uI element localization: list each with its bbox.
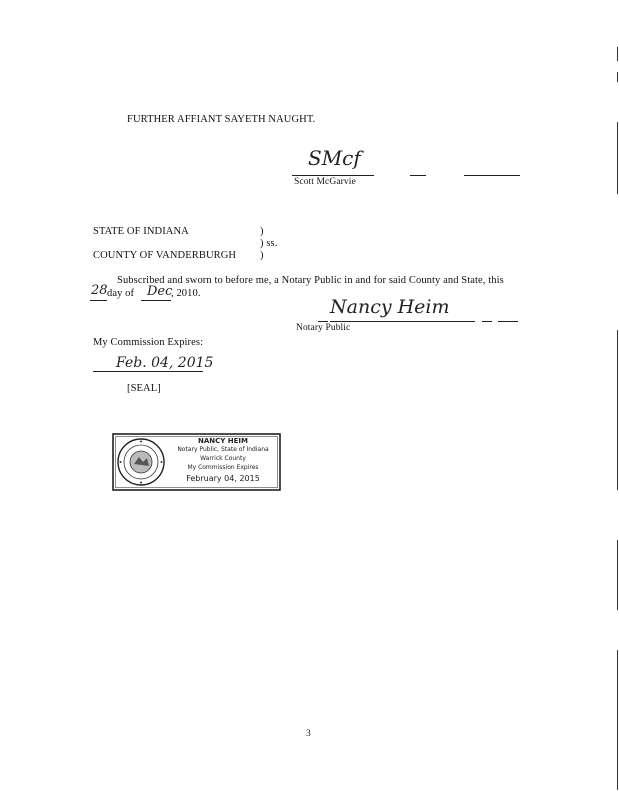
jurat-day-handwritten: 28 bbox=[91, 283, 108, 298]
notary-line-left bbox=[318, 321, 328, 322]
notary-signature-line bbox=[330, 321, 475, 322]
notary-stamp bbox=[112, 433, 281, 491]
scan-edge-mark bbox=[617, 122, 618, 194]
blank-line-right bbox=[464, 175, 520, 176]
affiant-signature-line bbox=[292, 175, 374, 176]
notary-line-dash bbox=[482, 321, 492, 322]
venue-state: STATE OF INDIANA bbox=[93, 226, 189, 237]
page-number: 3 bbox=[306, 729, 311, 739]
notary-line-right bbox=[498, 321, 518, 322]
stamp-line3: Warrick County bbox=[200, 455, 246, 462]
venue-county: COUNTY OF VANDERBURGH bbox=[93, 250, 237, 261]
venue-paren-bottom: ) bbox=[260, 250, 264, 261]
scan-edge-mark bbox=[617, 330, 618, 490]
scan-edge-mark bbox=[617, 540, 618, 610]
commission-date-handwritten: Feb. 04, 2015 bbox=[116, 355, 214, 371]
jurat-day-of: day of bbox=[107, 288, 135, 299]
affiant-signature: SMcf bbox=[308, 146, 361, 170]
notary-signature: Nancy Heim bbox=[330, 296, 450, 318]
closing-heading: FURTHER AFFIANT SAYETH NAUGHT. bbox=[127, 114, 316, 125]
blank-line-short bbox=[410, 175, 426, 176]
stamp-line4: My Commission Expires bbox=[187, 464, 259, 471]
notary-label: Notary Public bbox=[296, 323, 351, 333]
jurat-month-line bbox=[141, 300, 171, 301]
stamp-line2: Notary Public, State of Indiana bbox=[177, 446, 269, 453]
seal-label: [SEAL] bbox=[127, 383, 161, 394]
commission-date-line bbox=[93, 371, 203, 372]
affiant-name: Scott McGarvie bbox=[294, 177, 356, 187]
venue-paren-top: ) bbox=[260, 226, 264, 237]
scan-edge-mark bbox=[617, 72, 618, 82]
jurat-day-line bbox=[90, 300, 107, 301]
commission-label: My Commission Expires: bbox=[93, 337, 204, 348]
venue-ss: ) ss. bbox=[260, 238, 278, 249]
stamp-line5: February 04, 2015 bbox=[186, 474, 260, 483]
stamp-name: NANCY HEIM bbox=[198, 437, 248, 445]
jurat-month-handwritten: Dec bbox=[147, 284, 173, 299]
scan-edge-mark bbox=[617, 47, 618, 61]
scan-edge-mark bbox=[617, 650, 618, 790]
jurat-year: , 2010. bbox=[171, 288, 201, 299]
jurat-text: Subscribed and sworn to before me, a Notary Public in and for said County and State, this bbox=[117, 275, 504, 286]
